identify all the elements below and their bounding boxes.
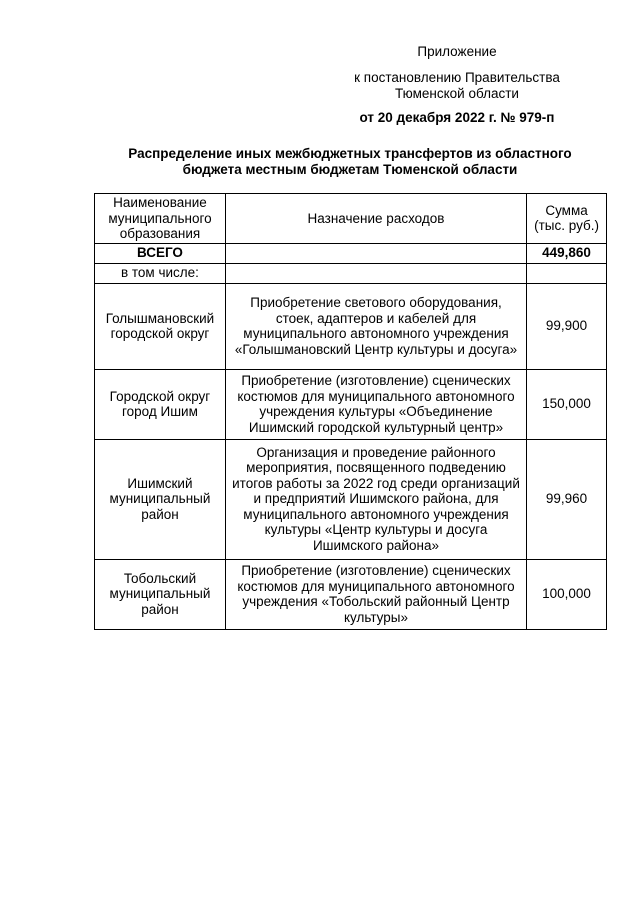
row-purpose: Приобретение светового оборудования, стоек, адаптеров и кабелей для муниципального автономного учреждения «Голышмановский Центр культуры и досуга» bbox=[225, 283, 526, 369]
table-row bbox=[95, 283, 607, 369]
table-row bbox=[95, 369, 607, 439]
document-header bbox=[322, 44, 592, 126]
row-amount: 99,960 bbox=[527, 439, 607, 559]
row-municipality: Ишимский муниципальный район bbox=[95, 439, 226, 559]
row-amount: 99,900 bbox=[527, 283, 607, 369]
column-header-municipality: Наименование муниципального образования bbox=[95, 194, 226, 244]
title-line1: Распределение иных межбюджетных трансфертов из областного bbox=[128, 146, 572, 161]
table-header-row bbox=[95, 194, 607, 244]
row-municipality: Городской округ город Ишим bbox=[95, 369, 226, 439]
distribution-table bbox=[94, 193, 607, 630]
including-row bbox=[95, 263, 607, 283]
resolution-date-number: от 20 декабря 2022 г. № 979-п bbox=[359, 110, 555, 125]
total-purpose-empty bbox=[225, 243, 526, 263]
row-municipality: Тобольский муниципальный район bbox=[95, 559, 226, 629]
including-empty-amount bbox=[527, 263, 607, 283]
resolution-reference-line2: Тюменской области bbox=[395, 86, 519, 101]
row-purpose: Приобретение (изготовление) сценических костюмов для муниципального автономного учреждения «Тобольский районный Центр культуры» bbox=[225, 559, 526, 629]
appendix-label: Приложение bbox=[417, 44, 497, 59]
including-label: в том числе: bbox=[95, 263, 226, 283]
title-line2: бюджета местным бюджетам Тюменской области bbox=[182, 162, 518, 177]
table-row bbox=[95, 439, 607, 559]
document-title bbox=[95, 146, 605, 178]
total-value: 449,860 bbox=[527, 243, 607, 263]
row-amount: 100,000 bbox=[527, 559, 607, 629]
column-header-amount: Сумма (тыс. руб.) bbox=[527, 194, 607, 244]
row-municipality: Голышмановский городской округ bbox=[95, 283, 226, 369]
table-row bbox=[95, 559, 607, 629]
row-purpose: Организация и проведение районного мероприятия, посвященного подведению итогов работы за 2022 год среди организаций и предприятий Ишимского района, для муниципального автономного учреждения культуры «Центр культуры и досуга Ишимского района» bbox=[225, 439, 526, 559]
column-header-purpose: Назначение расходов bbox=[225, 194, 526, 244]
total-label: ВСЕГО bbox=[95, 243, 226, 263]
resolution-reference-line1: к постановлению Правительства bbox=[354, 70, 560, 85]
row-amount: 150,000 bbox=[527, 369, 607, 439]
including-empty-purpose bbox=[225, 263, 526, 283]
total-row bbox=[95, 243, 607, 263]
row-purpose: Приобретение (изготовление) сценических костюмов для муниципального автономного учреждения культуры «Объединение Ишимский городской культурный центр» bbox=[225, 369, 526, 439]
